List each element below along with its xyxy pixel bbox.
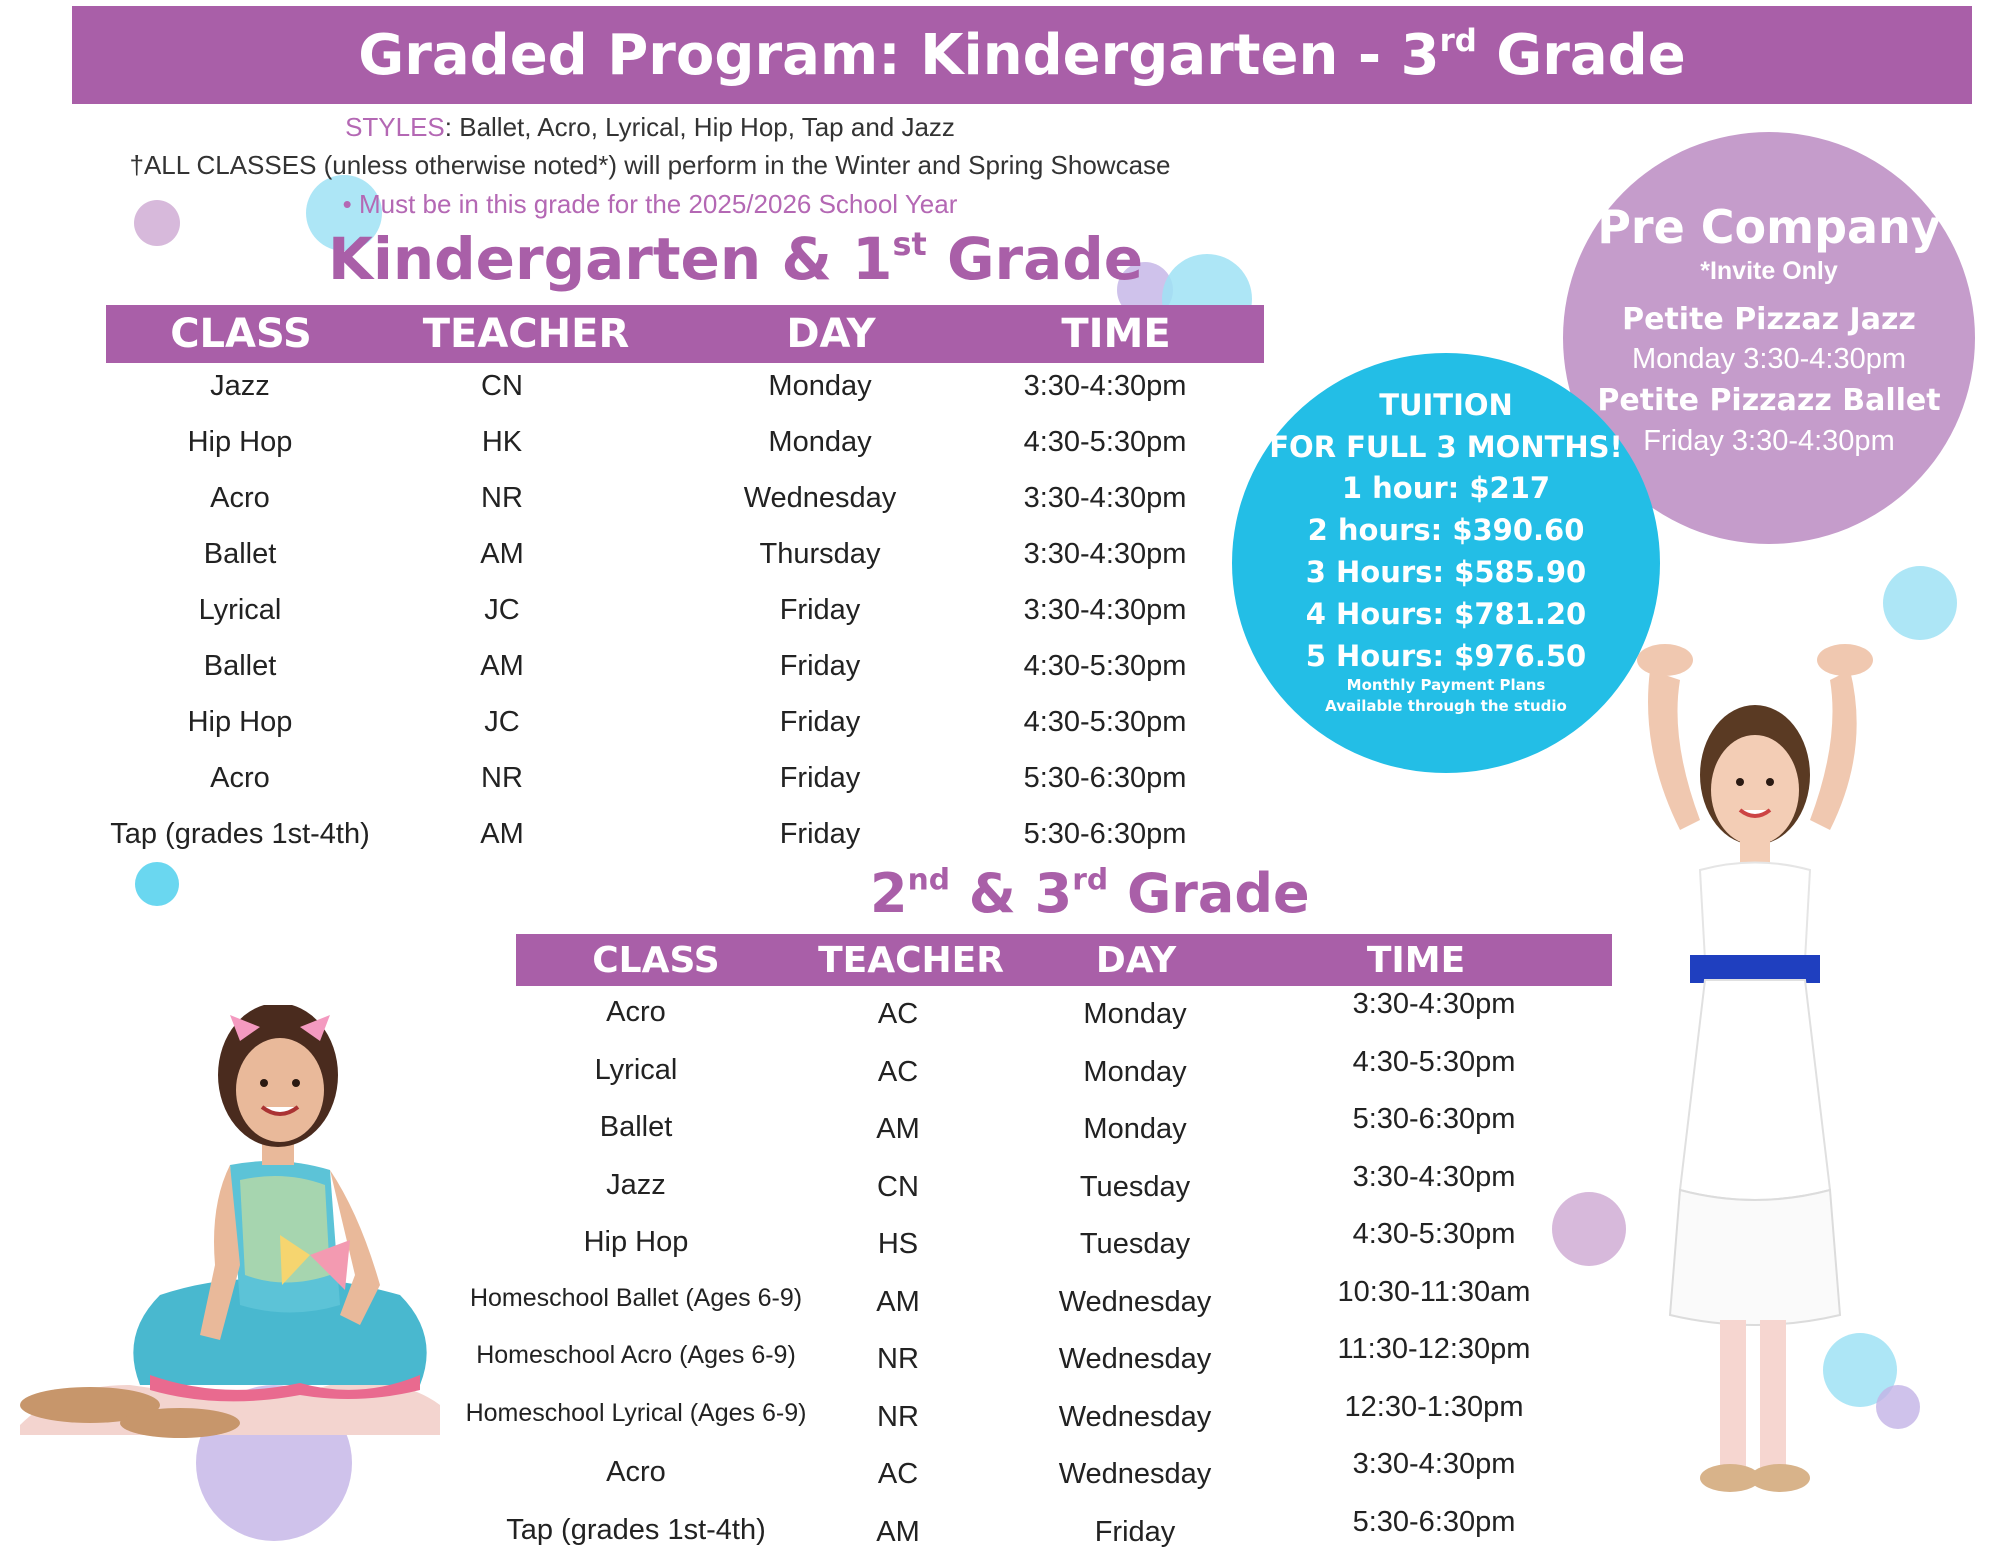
section-title-k1: Kindergarten & 1st Grade	[328, 225, 1144, 293]
cell-class: Tap (grades 1st-4th)	[506, 1513, 766, 1546]
cell-day: Wednesday	[1058, 1285, 1212, 1318]
header-class: CLASS	[592, 939, 720, 981]
decorative-bubble	[1883, 566, 1957, 640]
standing-dancer-photo	[1590, 630, 1930, 1510]
cell-teacher: AM	[876, 1285, 920, 1318]
cell-class: Ballet	[203, 650, 277, 682]
cell-time: 12:30-1:30pm	[1344, 1390, 1524, 1423]
header-time: TIME	[1061, 311, 1171, 357]
cell-day: Wednesday	[1058, 1343, 1212, 1375]
tuition-price: 5 Hours: $976.50	[1305, 639, 1587, 673]
page-title-banner	[72, 6, 1972, 104]
cell-teacher: CN	[877, 1170, 919, 1203]
styles-line: STYLES: Ballet, Acro, Lyrical, Hip Hop, Tap and Jazz	[345, 112, 955, 142]
cell-class: Lyrical	[198, 594, 282, 626]
cell-teacher: AM	[480, 650, 524, 682]
cell-day: Friday	[779, 762, 861, 794]
cell-teacher: AM	[876, 1515, 920, 1548]
cell-class: Acro	[606, 996, 666, 1028]
cell-class: Hip Hop	[187, 426, 293, 458]
cell-day: Wednesday	[743, 482, 897, 514]
decorative-bubble	[135, 862, 179, 906]
cell-class: Homeschool Ballet (Ages 6-9)	[469, 1283, 803, 1312]
cell-day: Tuesday	[1079, 1228, 1191, 1260]
cell-time: 4:30-5:30pm	[1023, 426, 1187, 458]
cell-day: Friday	[779, 818, 861, 850]
cell-class: Hip Hop	[187, 706, 293, 738]
pre-company-time: Friday 3:30-4:30pm	[1643, 425, 1895, 457]
cell-class: Jazz	[210, 370, 270, 402]
pre-company-class: Petite Pizzaz Jazz	[1622, 302, 1916, 337]
cell-day: Wednesday	[1058, 1400, 1212, 1433]
cell-teacher: NR	[877, 1343, 919, 1375]
cell-class: Homeschool Lyrical (Ages 6-9)	[465, 1398, 807, 1427]
tuition-title: TUITION	[1379, 388, 1513, 422]
tuition-price: 1 hour: $217	[1341, 471, 1551, 505]
showcase-note: †ALL CLASSES (unless otherwise noted*) will perform in the Winter and Spring Showcase	[129, 150, 1171, 180]
cell-class: Hip Hop	[583, 1226, 689, 1258]
cell-teacher: NR	[481, 482, 523, 514]
cell-time: 3:30-4:30pm	[1023, 538, 1187, 570]
tuition-subtitle: FOR FULL 3 MONTHS!	[1269, 430, 1623, 464]
cell-class: Acro	[606, 1456, 666, 1488]
cell-time: 3:30-4:30pm	[1023, 482, 1187, 514]
table-header-23	[516, 934, 1612, 986]
tuition-footnote: Monthly Payment Plans	[1346, 676, 1546, 694]
cell-class: Acro	[210, 482, 270, 514]
cell-teacher: HK	[481, 426, 523, 458]
cell-day: Wednesday	[1058, 1458, 1212, 1490]
cell-time: 10:30-11:30am	[1337, 1275, 1531, 1308]
header-day: DAY	[1095, 939, 1177, 981]
cell-class: Tap (grades 1st-4th)	[110, 818, 370, 850]
header-teacher: TEACHER	[818, 939, 1004, 981]
cell-teacher: AC	[877, 998, 919, 1030]
cell-day: Friday	[779, 706, 861, 738]
pre-company-subtitle: *Invite Only	[1700, 257, 1838, 285]
pre-company-time: Monday 3:30-4:30pm	[1631, 343, 1907, 375]
cell-teacher: NR	[877, 1400, 919, 1433]
table-header-k1	[106, 305, 1264, 363]
cell-day: Thursday	[759, 538, 881, 570]
cell-day: Friday	[1094, 1515, 1176, 1548]
cell-teacher: AM	[876, 1113, 920, 1145]
cell-time: 3:30-4:30pm	[1352, 988, 1516, 1020]
header-time: TIME	[1366, 939, 1466, 981]
cell-class: Ballet	[599, 1111, 673, 1143]
cell-time: 5:30-6:30pm	[1023, 762, 1187, 794]
cell-time: 5:30-6:30pm	[1352, 1103, 1516, 1135]
header-day: DAY	[786, 311, 876, 357]
seated-dancer-photo	[0, 1005, 470, 1445]
cell-teacher: AM	[480, 818, 524, 850]
cell-teacher: CN	[481, 370, 523, 402]
pre-company-class: Petite Pizzazz Ballet	[1597, 383, 1941, 418]
cell-class: Ballet	[203, 538, 277, 570]
tuition-price: 4 Hours: $781.20	[1305, 597, 1587, 631]
section-title-23: 2nd & 3rd Grade	[870, 862, 1310, 925]
cell-teacher: AC	[877, 1458, 919, 1490]
cell-teacher: AC	[877, 1055, 919, 1088]
header-teacher: TEACHER	[422, 311, 630, 357]
cell-time: 3:30-4:30pm	[1023, 594, 1187, 626]
cell-teacher: NR	[481, 762, 523, 794]
pre-company-title: Pre Company	[1597, 200, 1941, 254]
cell-day: Monday	[1083, 1055, 1187, 1088]
cell-day: Friday	[779, 594, 861, 626]
cell-time: 3:30-4:30pm	[1023, 370, 1187, 402]
tuition-price: 2 hours: $390.60	[1307, 513, 1585, 547]
cell-time: 5:30-6:30pm	[1023, 818, 1187, 850]
cell-day: Monday	[1083, 1113, 1187, 1145]
cell-teacher: AM	[480, 538, 524, 570]
cell-class: Acro	[210, 762, 270, 794]
cell-class: Jazz	[606, 1168, 666, 1201]
cell-time: 4:30-5:30pm	[1352, 1045, 1516, 1078]
cell-day: Monday	[768, 370, 872, 402]
grade-note: • Must be in this grade for the 2025/2026 School Year	[342, 189, 958, 219]
cell-teacher: JC	[484, 594, 520, 626]
cell-day: Friday	[779, 650, 861, 682]
tuition-price: 3 Hours: $585.90	[1305, 555, 1587, 589]
cell-time: 3:30-4:30pm	[1352, 1160, 1516, 1193]
cell-time: 4:30-5:30pm	[1352, 1218, 1516, 1250]
cell-time: 11:30-12:30pm	[1337, 1333, 1531, 1365]
cell-time: 5:30-6:30pm	[1352, 1505, 1516, 1538]
cell-teacher: HS	[877, 1228, 919, 1260]
cell-class: Homeschool Acro (Ages 6-9)	[476, 1341, 796, 1369]
cell-time: 4:30-5:30pm	[1023, 706, 1187, 738]
cell-day: Tuesday	[1079, 1170, 1191, 1203]
cell-time: 4:30-5:30pm	[1023, 650, 1187, 682]
tuition-footnote: Available through the studio	[1325, 697, 1567, 715]
cell-day: Monday	[768, 426, 872, 458]
cell-time: 3:30-4:30pm	[1352, 1448, 1516, 1480]
cell-day: Monday	[1083, 998, 1187, 1030]
cell-teacher: JC	[484, 706, 520, 738]
header-class: CLASS	[170, 311, 312, 357]
cell-class: Lyrical	[594, 1053, 678, 1086]
page-title: Graded Program: Kindergarten - 3rd Grade	[358, 22, 1686, 88]
